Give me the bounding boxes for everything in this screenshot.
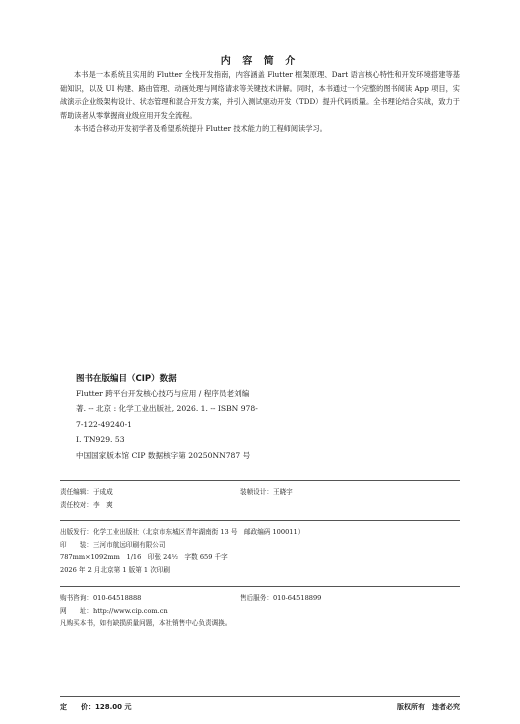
divider bbox=[60, 480, 460, 481]
editor-label: 责任编辑： bbox=[60, 488, 93, 496]
proofreader-label: 责任校对： bbox=[60, 500, 93, 509]
divider bbox=[60, 520, 460, 521]
cip-data bbox=[76, 386, 336, 463]
book-spec: 787mm×1092mm 1/16 印张 24½ 字数 659 千字 bbox=[60, 553, 228, 562]
divider bbox=[60, 586, 460, 587]
printer-label: 印 装： bbox=[60, 540, 93, 549]
price-row bbox=[60, 702, 460, 712]
website-label: 网 址： bbox=[60, 606, 93, 615]
website-url: http://www.cip.com.cn bbox=[92, 606, 168, 615]
summary-paragraph: 本书适合移动开发初学者及希望系统提升 Flutter 技术能力的工程师阅读学习。 bbox=[74, 124, 327, 134]
contact-block bbox=[60, 592, 460, 630]
quality-notice: 凡购买本书，如有缺损质量问题，本社销售中心负责调换。 bbox=[60, 619, 232, 628]
publish-block bbox=[60, 526, 460, 576]
rights-notice: 版权所有 违者必究 bbox=[397, 703, 460, 711]
summary-text bbox=[60, 68, 460, 136]
summary-paragraph: 本书是一本系统且实用的 Flutter 全栈开发指南，内容涵盖 Flutter 框架原理、Dart 语言核心特性和开发环境搭建等基础知识，以及 UI 构建、路由管理、动画处理与网络请求等关键技术讲解。同时，本书通过一个完整的图书阅读 App 项目，实战演示企业级架构设计、状态管理和混合开发方案，并引入测试驱动开发（TDD）提升代码质量。全书理论结合实战，致力于帮助读者从零掌握商业级应用开发全流程。 bbox=[60, 70, 460, 120]
staff-block bbox=[60, 486, 460, 511]
cip-heading: 图书在版编目（CIP）数据 bbox=[76, 374, 177, 384]
price-value: 128.00 元 bbox=[95, 703, 132, 711]
cip-line: 7-122-49240-1 bbox=[76, 419, 133, 429]
designer-label: 装帧设计： bbox=[240, 488, 273, 496]
edition-info: 2026 年 2 月北京第 1 版第 1 次印刷 bbox=[60, 565, 170, 574]
cip-line: Ⅰ. TN929. 53 bbox=[76, 435, 125, 445]
price-label: 定 价： bbox=[60, 703, 95, 711]
designer-name: 王晓宇 bbox=[272, 488, 293, 496]
publisher: 化学工业出版社（北京市东城区青年湖南街 13 号 邮政编码 100011） bbox=[92, 528, 305, 536]
publisher-label: 出版发行： bbox=[60, 528, 93, 536]
printer: 三河市航远印刷有限公司 bbox=[92, 540, 166, 549]
proofreader-name: 李 爽 bbox=[92, 500, 113, 509]
purchase-phone: 010-64518888 bbox=[92, 594, 142, 602]
cip-line: Flutter 跨平台开发核心技巧与应用 / 程序员老刘编 bbox=[76, 389, 250, 398]
service-label: 售后服务： bbox=[240, 594, 273, 602]
service-phone: 010-64518899 bbox=[272, 594, 322, 602]
cip-line: 著. -- 北京 : 化学工业出版社, 2026. 1. -- ISBN 978- bbox=[76, 404, 258, 414]
cip-line: 中国国家版本馆 CIP 数据核字第 20250NN787 号 bbox=[76, 450, 251, 460]
editor-name: 于成成 bbox=[92, 488, 113, 496]
summary-title: 内 容 简 介 bbox=[220, 56, 300, 67]
purchase-label: 购书咨询： bbox=[60, 594, 93, 602]
divider bbox=[60, 696, 460, 697]
